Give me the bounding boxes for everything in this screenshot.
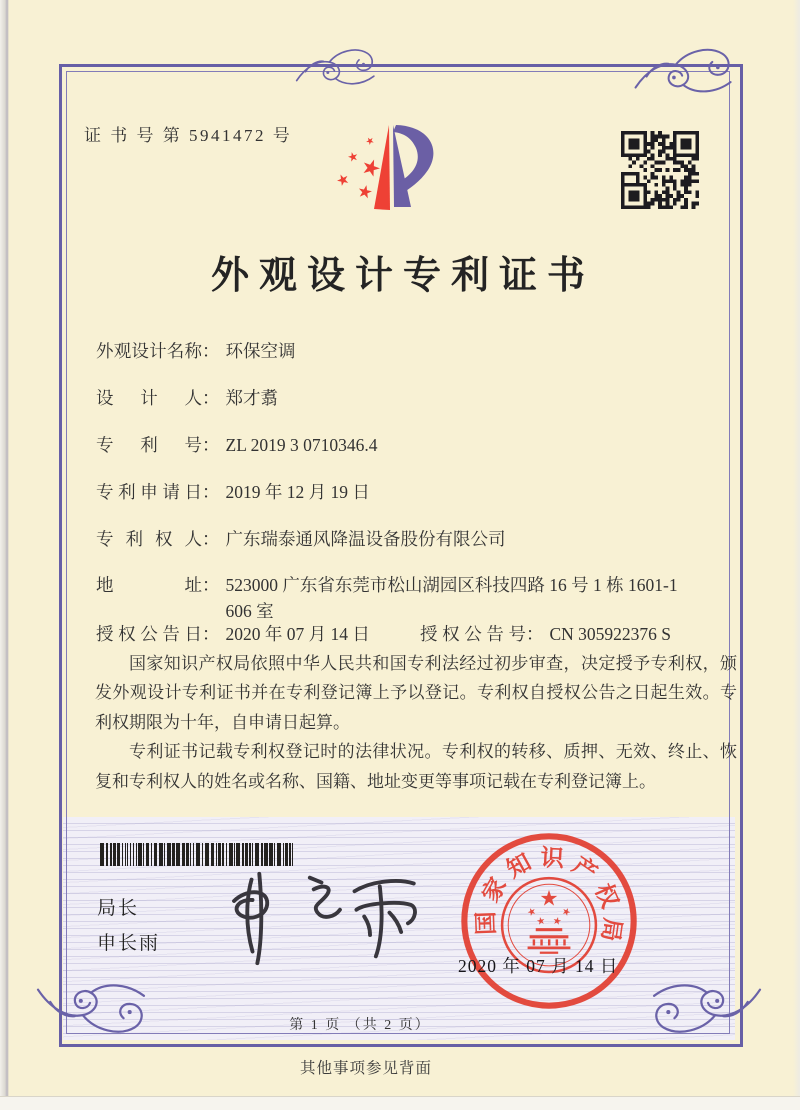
qr-code	[621, 131, 699, 209]
field-value: 2019 年 12 月 19 日	[225, 482, 370, 502]
cnipa-patent-logo	[330, 112, 480, 240]
director-signature	[208, 866, 433, 968]
page-indicator: 第 1 页 （共 2 页）	[289, 1018, 431, 1033]
scan-edge-right	[793, 0, 800, 1110]
colon: ：	[202, 575, 220, 595]
field-label: 专利申请日	[96, 482, 202, 502]
address-line1: 523000 广东省东莞市松山湖园区科技四路 16 号 1 栋 1601-1	[225, 575, 678, 595]
field-label: 授权公告号	[420, 624, 526, 644]
colon: ：	[202, 482, 220, 502]
colon: ：	[202, 341, 220, 361]
cnipa-official-seal	[447, 819, 651, 1023]
colon: ：	[202, 435, 220, 455]
colon: ：	[202, 624, 220, 644]
barcode	[100, 843, 298, 866]
seal-date: 2020 年 07 月 14 日	[458, 956, 619, 976]
top-scroll-ornament	[280, 42, 392, 94]
svg-text:产: 产	[567, 852, 602, 888]
field-patent-number	[96, 432, 377, 458]
field-grant-row	[96, 621, 672, 647]
field-value: 广东瑞泰通风降温设备股份有限公司	[225, 529, 506, 549]
field-value: 环保空调	[225, 341, 296, 361]
field-address	[96, 572, 678, 624]
field-label: 设计人	[96, 388, 202, 408]
director-title-label: 局长	[97, 898, 140, 919]
field-value: 郑才翥	[225, 388, 278, 408]
svg-text:识: 识	[539, 845, 565, 873]
field-design-name	[96, 338, 296, 364]
field-designer	[96, 385, 278, 411]
field-filing-date	[96, 479, 370, 505]
legal-paragraph-1: 国家知识产权局依照中华人民共和国专利法经过初步审查，决定授予专利权，颁发外观设计专利证书并在专利登记簿上予以登记。专利权自授权公告之日起生效。专利权期限为十年，自申请日起算。	[95, 654, 737, 732]
field-label: 专利权人	[96, 529, 202, 549]
svg-text:权: 权	[589, 880, 623, 912]
field-label: 授权公告日	[96, 624, 202, 644]
field-value: 2020 年 07 月 14 日	[225, 624, 370, 644]
svg-text:局: 局	[596, 916, 626, 944]
logo-stars	[335, 135, 382, 198]
field-value: ZL 2019 3 0710346.4	[225, 435, 378, 455]
director-name-label: 申长雨	[97, 933, 161, 954]
field-label: 地址	[96, 575, 202, 595]
back-side-note: 其他事项参见背面	[299, 1060, 432, 1077]
colon: ：	[202, 388, 220, 408]
top-right-corner-ornament	[622, 40, 746, 104]
svg-text:国: 国	[473, 910, 501, 936]
field-grant-number	[420, 621, 672, 647]
field-label: 专利号	[96, 435, 202, 455]
scan-edge-bottom	[0, 1096, 800, 1110]
colon: ：	[526, 624, 544, 644]
legal-text-block	[95, 649, 737, 796]
bottom-right-corner-ornament	[650, 970, 762, 1044]
colon: ：	[202, 529, 220, 549]
field-value	[226, 572, 678, 624]
legal-paragraph-2: 专利证书记载专利权登记时的法律状况。专利权的转移、质押、无效、终止、恢复和专利权人的姓名或名称、国籍、地址变更等事项记载在专利登记簿上。	[95, 742, 737, 791]
logo-p-mark	[374, 125, 433, 210]
certificate-number: 证 书 号 第 5941472 号	[84, 126, 293, 145]
svg-text:知: 知	[502, 849, 536, 884]
field-value: CN 305922376 S	[549, 624, 672, 644]
field-label: 外观设计名称	[96, 341, 202, 361]
scan-edge-left	[0, 0, 9, 1110]
certificate-title: 外观设计专利证书	[210, 255, 595, 297]
svg-text:家: 家	[477, 873, 513, 907]
address-line2: 606 室	[225, 601, 274, 621]
field-patentee	[96, 526, 506, 552]
